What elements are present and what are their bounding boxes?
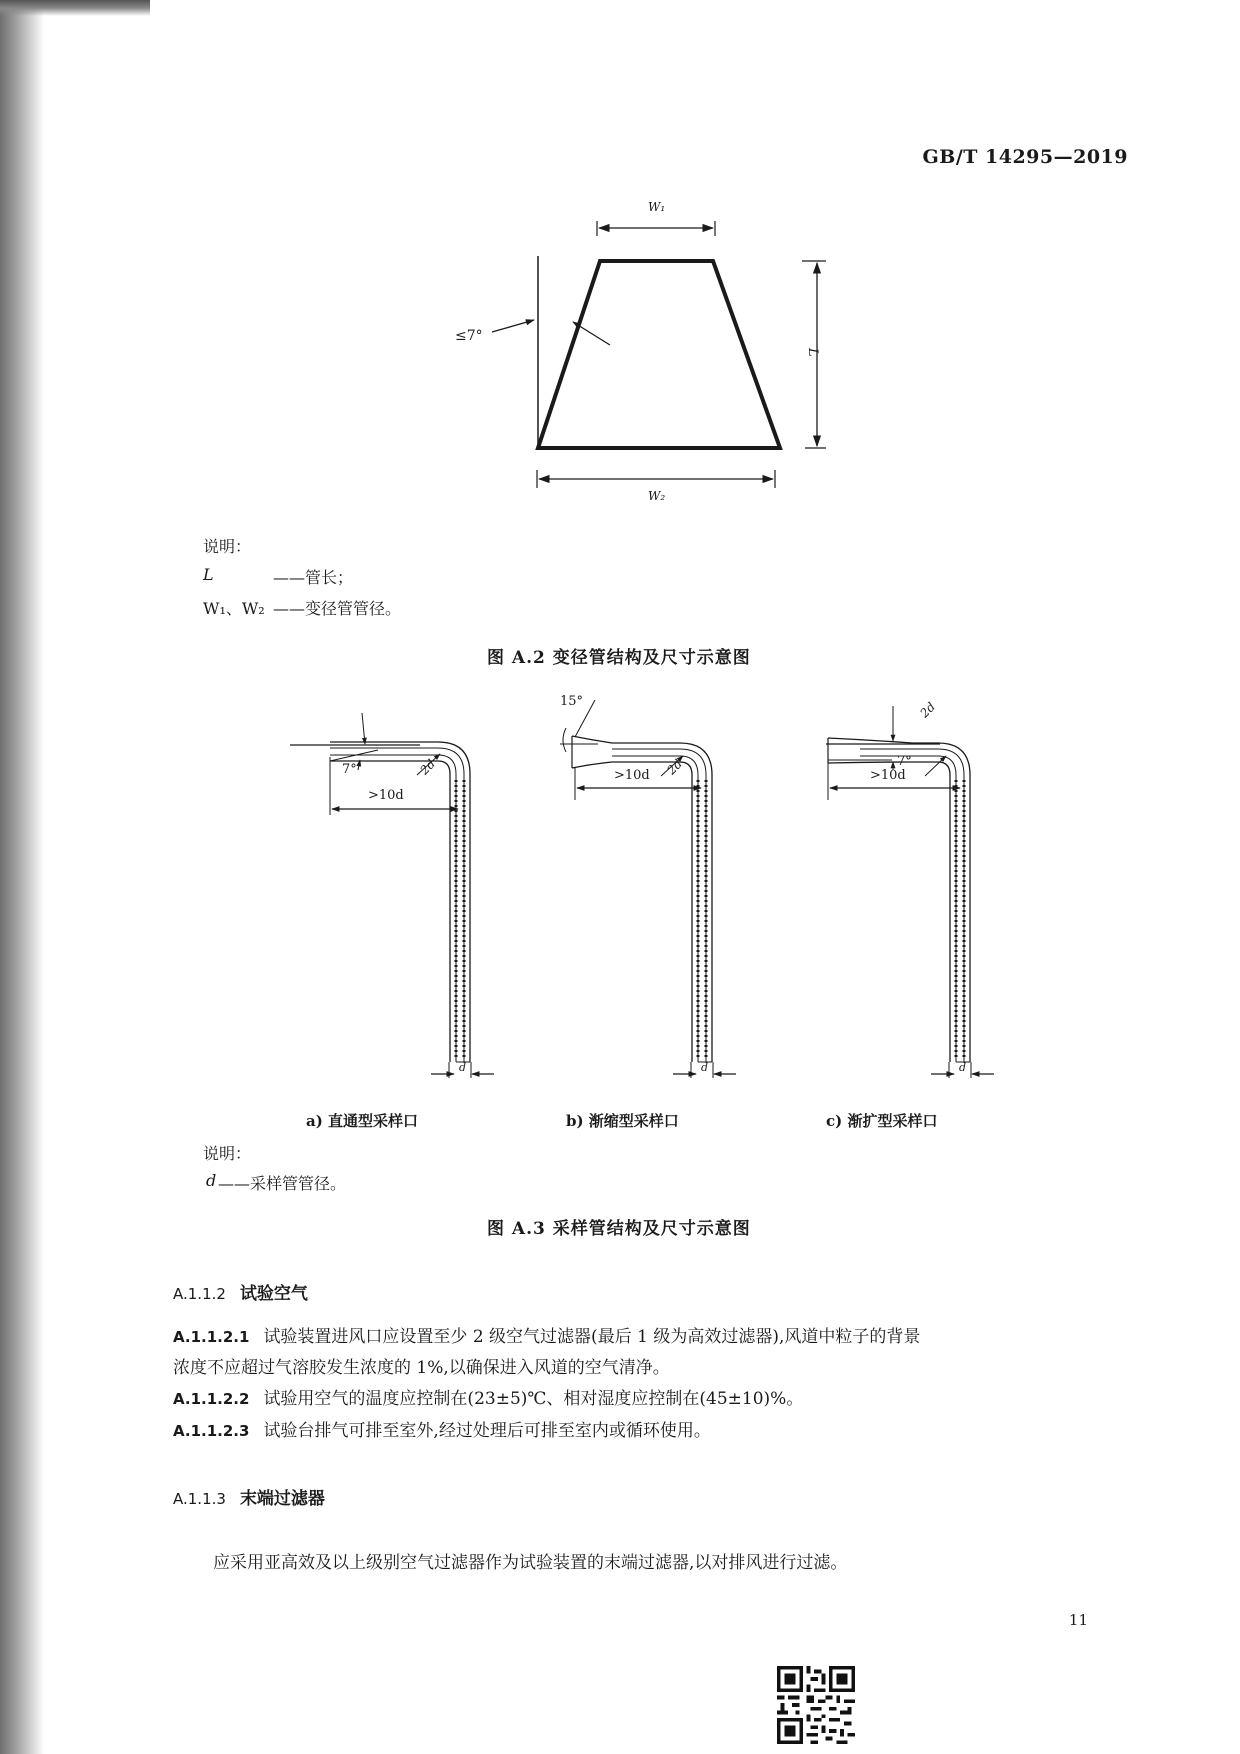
clause-text: 试验台排气可排至室外,经过处理后可排至室内或循环使用。 — [263, 1421, 711, 1441]
clause-text-line1: 试验装置进风口应设置至少 2 级空气过滤器(最后 1 级为高效过滤器),风道中粒子的背景 — [263, 1327, 921, 1347]
section-heading-a1-1-3 — [173, 1484, 325, 1509]
panel-b-length: >10d — [614, 768, 650, 783]
panel-b-caption: b) 渐缩型采样口 — [566, 1112, 679, 1130]
legend-symbol-l: L — [203, 565, 214, 584]
l-label: L — [805, 348, 820, 357]
panel-a-length: >10d — [368, 788, 404, 803]
figure-a2-caption: 图 A.2 变径管结构及尺寸示意图 — [487, 648, 751, 668]
panel-b-angle: 15° — [560, 694, 584, 709]
w1-label: W₁ — [648, 200, 666, 214]
legend-symbol-d: d — [206, 1171, 217, 1190]
panel-a-angle: 7° — [342, 762, 357, 777]
panel-a-bend: 2d — [417, 756, 439, 778]
panel-a-diameter: d — [459, 1061, 467, 1074]
figure-a3-legend-title: 说明： — [203, 1144, 252, 1163]
panel-a-tube — [290, 713, 494, 1078]
clause-a1-1-2-3 — [173, 1416, 711, 1447]
panel-b-bend: 2d — [664, 756, 686, 778]
clause-number: A.1.1.2.1 — [173, 1328, 250, 1346]
angle-label: ≤7° — [455, 328, 483, 344]
figure-a3-caption: 图 A.3 采样管结构及尺寸示意图 — [487, 1219, 751, 1239]
panel-c-angle: 7° — [897, 754, 912, 769]
page-number: 11 — [1068, 1611, 1088, 1629]
section-title: 末端过滤器 — [239, 1489, 325, 1509]
panel-c-length: >10d — [870, 768, 906, 783]
figure-a2-legend-title: 说明： — [203, 537, 252, 556]
panel-b-diameter: d — [701, 1061, 709, 1074]
paragraph-terminal-filter: 应采用亚高效及以上级别空气过滤器作为试验装置的末端过滤器,以对排风进行过滤。 — [213, 1553, 848, 1573]
clause-a1-1-2-1-cont: 浓度不应超过气溶胶发生浓度的 1%,以确保进入风道的空气清净。 — [173, 1358, 670, 1378]
panel-b-tube — [560, 700, 736, 1078]
section-number: A.1.1.3 — [173, 1490, 226, 1508]
panel-c-bend: 2d — [917, 699, 939, 721]
section-title: 试验空气 — [239, 1284, 308, 1304]
section-number: A.1.1.2 — [173, 1285, 226, 1303]
clause-number: A.1.1.2.3 — [173, 1422, 250, 1440]
legend-text-w: ——变径管管径。 — [273, 599, 402, 618]
clause-a1-1-2-1 — [173, 1322, 920, 1353]
panel-a-caption: a) 直通型采样口 — [306, 1112, 419, 1130]
section-heading-a1-1-2 — [173, 1279, 308, 1304]
qr-code-icon — [777, 1666, 855, 1744]
standard-code: GB/T 14295—2019 — [922, 146, 1128, 168]
clause-text: 试验用空气的温度应控制在(23±5)℃、相对湿度应控制在(45±10)%。 — [263, 1389, 804, 1409]
w2-label: W₂ — [648, 489, 666, 503]
legend-text-d: ——采样管管径。 — [218, 1174, 347, 1193]
panel-c-diameter: d — [959, 1061, 967, 1074]
panel-c-caption: c) 渐扩型采样口 — [826, 1112, 938, 1130]
legend-text-l: ——管长； — [273, 568, 354, 587]
legend-symbol-w: W₁、W₂ — [203, 599, 265, 618]
clause-a1-1-2-2 — [173, 1384, 803, 1415]
clause-number: A.1.1.2.2 — [173, 1390, 250, 1408]
